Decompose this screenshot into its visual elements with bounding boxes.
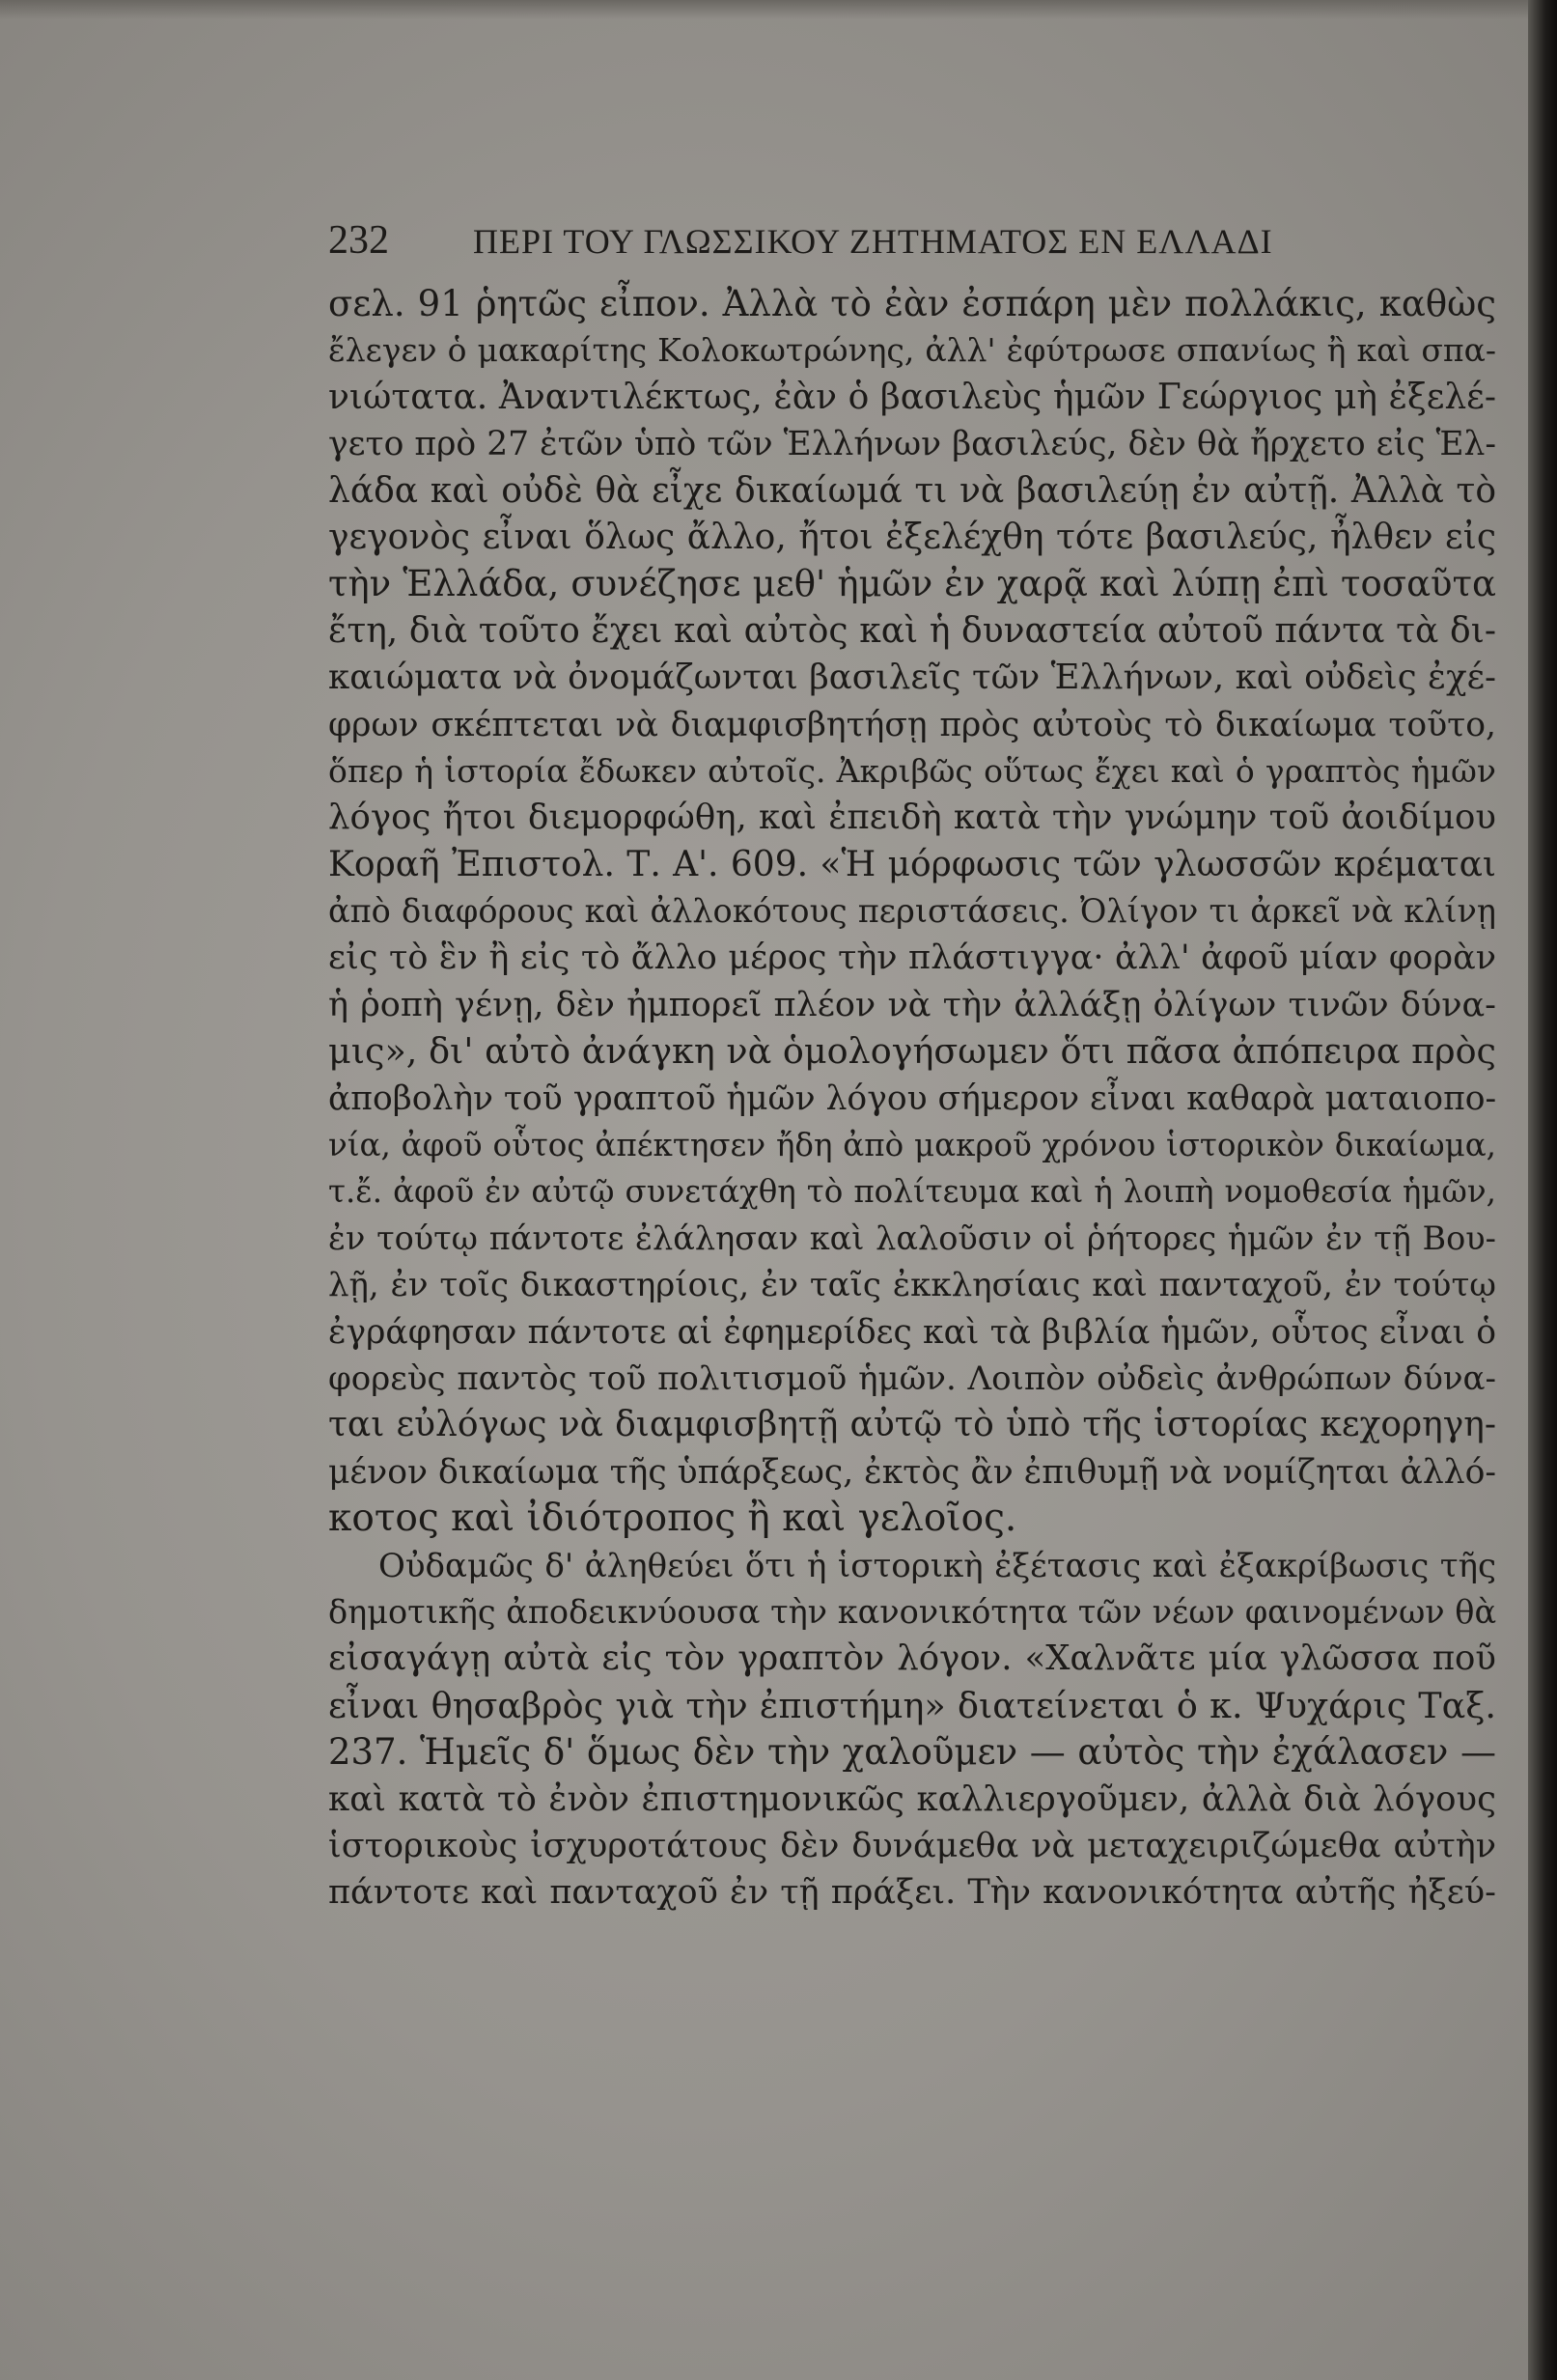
text-line: εἶναι θησαβρὸς γιὰ τὴν ἐπιστήμη» διατείνεται ὁ κ. Ψυχάρις Ταξ. (328, 1684, 1496, 1726)
running-head: ΠΕΡΙ ΤΟΥ ΓΛΩΣΣΙΚΟΥ ΖΗΤΗΜΑΤΟΣ ΕΝ ΕΛΛΑΔΙ (473, 222, 1273, 261)
text-line: 237. Ἡμεῖς δ' ὅμως δὲν τὴν χαλοῦμεν — αὐτὸς τὴν ἐχάλασεν — (328, 1731, 1496, 1774)
page-header (328, 217, 1496, 264)
text-line: ται εὐλόγως νὰ διαμφισβητῇ αὐτῷ τὸ ὑπὸ τῆς ἱστορίας κεχορηγη- (328, 1405, 1496, 1445)
text-line: ἱστορικοὺς ἰσχυροτάτους δὲν δυνάμεθα νὰ μεταχειριζώμεθα αὐτὴν (328, 1826, 1496, 1865)
text-body (328, 281, 1496, 1917)
text-line: ἔτη, διὰ τοῦτο ἔχει καὶ αὐτὸς καὶ ἡ δυναστεία αὐτοῦ πάντα τὰ δι- (328, 610, 1496, 651)
text-line: νιώτατα. Ἀναντιλέκτως, ἐὰν ὁ βασιλεὺς ἡμῶν Γεώργιος μὴ ἐξελέ- (328, 377, 1496, 417)
text-line: μένον δικαίωμα τῆς ὑπάρξεως, ἐκτὸς ἂν ἐπιθυμῇ νὰ νομίζηται ἀλλό- (328, 1452, 1496, 1492)
text-line: νία, ἀφοῦ οὗτος ἀπέκτησεν ἤδη ἀπὸ μακροῦ χρόνου ἱστορικὸν δικαίωμα, (328, 1127, 1496, 1164)
text-line: ὅπερ ἡ ἱστορία ἔδωκεν αὐτοῖς. Ἀκριβῶς οὕτως ἔχει καὶ ὁ γραπτὸς ἡμῶν (328, 751, 1496, 790)
text-line: μις», δι' αὐτὸ ἀνάγκη νὰ ὁμολογήσωμεν ὅτι πᾶσα ἀπόπειρα πρὸς (328, 1030, 1496, 1073)
text-line: ἀπὸ διαφόρους καὶ ἀλλοκότους περιστάσεις. Ὀλίγον τι ἀρκεῖ νὰ κλίνῃ (328, 892, 1496, 931)
text-line: εἰσαγάγῃ αὐτὰ εἰς τὸν γραπτὸν λόγον. «Χαλνᾶτε μία γλῶσσα ποῦ (328, 1638, 1496, 1679)
paragraph-start-line: Οὐδαμῶς δ' ἀληθεύει ὅτι ἡ ἱστορικὴ ἐξέτασις καὶ ἐξακρίβωσις τῆς (378, 1546, 1496, 1585)
page-top-shadow (0, 0, 1557, 19)
text-line: σελ. 91 ῥητῶς εἶπον. Ἀλλὰ τὸ ἐὰν ἐσπάρη μὲν πολλάκις, καθὼς (328, 283, 1496, 324)
text-line: ἐν τούτῳ πάντοτε ἐλάλησαν καὶ λαλοῦσιν οἱ ῥήτορες ἡμῶν ἐν τῇ Βου- (328, 1218, 1496, 1257)
book-page (328, 217, 1496, 1917)
text-line: πάντοτε καὶ πανταχοῦ ἐν τῇ πράξει. Τὴν κανονικότητα αὐτῆς ἠξεύ- (328, 1873, 1496, 1913)
text-line: Κοραῆ Ἐπιστολ. Τ. Α'. 609. «Ἡ μόρφωσις τῶν γλωσσῶν κρέμαται (328, 844, 1496, 884)
text-line: καὶ κατὰ τὸ ἐνὸν ἐπιστημονικῶς καλλιεργοῦμεν, ἀλλὰ διὰ λόγους (328, 1778, 1496, 1819)
text-line: δημοτικῆς ἀποδεικνύουσα τὴν κανονικότητα τῶν νέων φαινομένων θὰ (328, 1592, 1497, 1631)
book-spine-edge (1528, 0, 1557, 2380)
text-line: λόγος ἤτοι διεμορφώθη, καὶ ἐπειδὴ κατὰ τὴν γνώμην τοῦ ἀοιδίμου (328, 798, 1496, 838)
text-line: γεγονὸς εἶναι ὅλως ἄλλο, ἤτοι ἐξελέχθη τότε βασιλεύς, ἦλθεν εἰς (328, 517, 1496, 557)
text-line: τ.ἔ. ἀφοῦ ἐν αὐτῷ συνετάχθη τὸ πολίτευμα καὶ ἡ λοιπὴ νομοθεσία ἡμῶν, (328, 1173, 1496, 1211)
text-line: γετο πρὸ 27 ἐτῶν ὑπὸ τῶν Ἑλλήνων βασιλεύς, δὲν θὰ ἤρχετο εἰς Ἑλ- (328, 425, 1496, 464)
page-number: 232 (328, 218, 389, 263)
text-line: τὴν Ἑλλάδα, συνέζησε μεθ' ἡμῶν ἐν χαρᾷ καὶ λύπῃ ἐπὶ τοσαῦτα (328, 563, 1496, 605)
text-line: ἡ ῥοπὴ γένῃ, δὲν ἠμπορεῖ πλέον νὰ τὴν ἀλλάξῃ ὀλίγων τινῶν δύνα- (328, 985, 1496, 1024)
paragraph-end-line: κοτος καὶ ἰδιότροπος ἢ καὶ γελοῖος. (328, 1497, 1017, 1541)
text-line: ἐγράφησαν πάντοτε αἱ ἐφημερίδες καὶ τὰ βιβλία ἡμῶν, οὗτος εἶναι ὁ (328, 1312, 1496, 1352)
text-line: καιώματα νὰ ὀνομάζωνται βασιλεῖς τῶν Ἑλλήνων, καὶ οὐδεὶς ἐχέ- (328, 658, 1496, 698)
text-line: φρων σκέπτεται νὰ διαμφισβητήσῃ πρὸς αὐτοὺς τὸ δικαίωμα τοῦτο, (328, 705, 1496, 744)
text-line: εἰς τὸ ἓν ἢ εἰς τὸ ἄλλο μέρος τὴν πλάστιγγα· ἀλλ' ἀφοῦ μίαν φορὰν (328, 938, 1496, 978)
text-line: ἔλεγεν ὁ μακαρίτης Κολοκωτρώνης, ἀλλ' ἐφύτρωσε σπανίως ἢ καὶ σπα- (328, 331, 1496, 370)
text-line: φορεὺς παντὸς τοῦ πολιτισμοῦ ἡμῶν. Λοιπὸν οὐδεὶς ἀνθρώπων δύνα- (328, 1358, 1496, 1398)
text-line: λάδα καὶ οὐδὲ θὰ εἶχε δικαίωμά τι νὰ βασιλεύῃ ἐν αὐτῇ. Ἀλλὰ τὸ (328, 470, 1496, 511)
text-line: λῇ, ἐν τοῖς δικαστηρίοις, ἐν ταῖς ἐκκλησίαις καὶ πανταχοῦ, ἐν τούτῳ (328, 1266, 1496, 1305)
text-line: ἀποβολὴν τοῦ γραπτοῦ ἡμῶν λόγου σήμερον εἶναι καθαρὰ ματαιοπο- (328, 1078, 1497, 1118)
